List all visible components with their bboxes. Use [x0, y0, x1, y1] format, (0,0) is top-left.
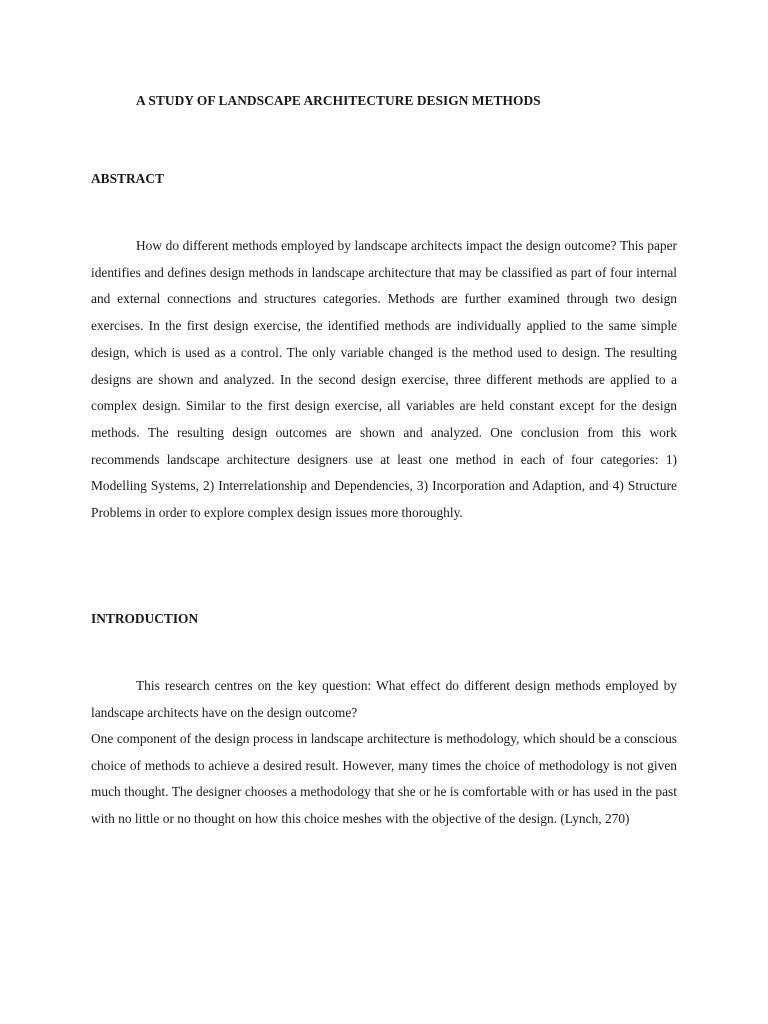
- abstract-paragraph: How do different methods employed by landscape architects impact the design outcome? This paper identifies and defines design methods in landscape architecture that may be classified as part of four internal and external connections and structures categories. Methods are further examined through two design exercises. In the first design exercise, the identified methods are individually applied to the same simple design, which is used as a control. The only variable changed is the method used to design. The resulting designs are shown and analyzed. In the second design exercise, three different methods are applied to a complex design. Similar to the first design exercise, all variables are held constant except for the design methods. The resulting design outcomes are shown and analyzed. One conclusion from this work recommends landscape architecture designers use at least one method in each of four categories: 1) Modelling Systems, 2) Interrelationship and Dependencies, 3) Incorporation and Adaption, and 4) Structure Problems in order to explore complex design issues more thoroughly.: [91, 238, 677, 521]
- introduction-paragraph-1: This research centres on the key question: What effect do different design methods employed by landscape architects have on the design outcome?: [91, 678, 677, 720]
- paper-title: A STUDY OF LANDSCAPE ARCHITECTURE DESIGN METHODS: [136, 93, 541, 108]
- introduction-paragraph-2: One component of the design process in landscape architecture is methodology, which should be a conscious choice of methods to achieve a desired result. However, many times the choice of methodology is not given much thought. The designer chooses a methodology that she or he is comfortable with or has used in the past with no little or no thought on how this choice meshes with the objective of the design. (Lynch, 270): [91, 731, 677, 827]
- introduction-heading: INTRODUCTION: [91, 611, 199, 626]
- abstract-heading: ABSTRACT: [91, 171, 164, 186]
